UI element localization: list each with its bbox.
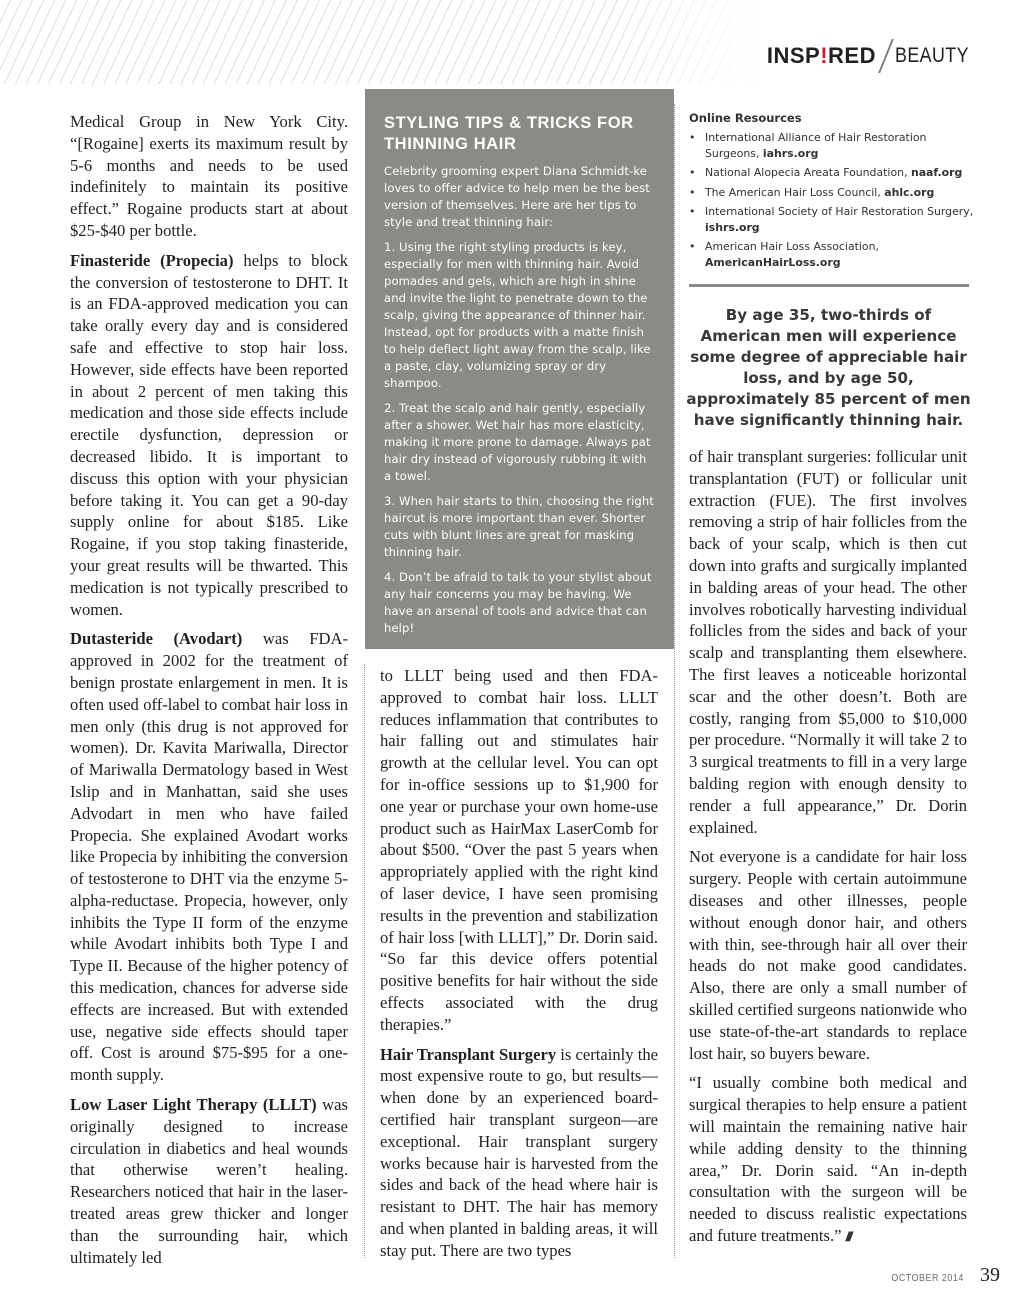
sidebar-title: STYLING TIPS & TRICKS FOR THINNING HAIR bbox=[384, 114, 634, 153]
column-divider bbox=[364, 664, 365, 1258]
article-paragraph: Not everyone is a candidate for hair loss surgery. People with certain autoimmune diseases and other illnesses, people without enough donor hair, and others with thin, see-through hair all over their heads do not make good candidates. Also, there are only a small number of skilled certified surgeons nationwide who use state-of-the-art standards to replace lost hair, so buyers beware. bbox=[689, 847, 967, 1063]
resource-item: • International Society of Hair Restoration Surgery, ishrs.org bbox=[689, 204, 974, 235]
resource-item: • National Alopecia Areata Foundation, naaf.org bbox=[689, 165, 974, 181]
article-paragraph: Hair Transplant Surgery is certainly the most expensive route to go, but results—when done by an experienced board-certified hair transplant surgeon—are exceptional. Hair transplant surgery works because hair is harvested from the sides and back of the head where hair is resistant to DHT. The hair has memory and when planted in balding areas, it will stay put. There are two types bbox=[380, 1044, 658, 1260]
resource-item: • The American Hair Loss Council, ahlc.org bbox=[689, 185, 974, 201]
resource-link[interactable]: naaf.org bbox=[910, 166, 963, 179]
sidebar-tip: 3. When hair starts to thin, choosing the right haircut is more important than ever. Shorter cuts with blunt lines are great for masking thinning hair. bbox=[384, 494, 654, 559]
issue-date: OCTOBER 2014 bbox=[891, 1272, 964, 1284]
resource-link[interactable]: ishrs.org bbox=[705, 220, 760, 234]
subhead-finasteride: Finasteride (Propecia) bbox=[70, 250, 234, 270]
header-hatch-pattern bbox=[0, 0, 760, 84]
article-paragraph: “I usually combine both medical and surgical therapies to help ensure a patient will maintain the remaining native hair while adding density to the thinning area,” Dr. Dorin said. “An in-depth consultation with the surgeon will be needed to discuss realistic expectations and future treatments.” /// bbox=[689, 1073, 967, 1245]
sidebar-tip: 4. Don’t be afraid to talk to your stylist about any hair concerns you may be having. We have an arsenal of tools and advice that can help! bbox=[384, 570, 652, 635]
article-paragraph: Medical Group in New York City. “[Rogaine] exerts its maximum result by 5-6 months and needs to be used indefinitely to maintain its positive effect.” Rogaine products start at about $25-$40 per bottle. bbox=[70, 112, 348, 240]
resource-link[interactable]: ahlc.org bbox=[884, 185, 935, 199]
online-resources-box bbox=[689, 111, 974, 274]
article-column-3 bbox=[689, 446, 967, 1256]
article-paragraph: Low Laser Light Therapy (LLLT) was originally designed to increase circulation in diabetics and heal wounds that otherwise weren’t healing. Researchers noticed that hair in the laser-treated areas grew thicker and longer than the surrounding hair, which ultimately led bbox=[70, 1095, 348, 1267]
sidebar-tip: 1. Using the right styling products is key, especially for men with thinning hair. Avoid pomades and gels, which are high in shine and invite the light to penetrate down to the scalp, giving the appearance of thinner hair. Instead, opt for products with a matte finish to help deflect light away from the scalp, like a paste, clay, volumizing spray or dry shampoo. bbox=[384, 240, 651, 390]
resource-link[interactable]: iahrs.org bbox=[762, 146, 819, 160]
subhead-dutasteride: Dutasteride (Avodart) bbox=[70, 629, 243, 649]
article-paragraph: Dutasteride (Avodart) was FDA-approved in 2002 for the treatment of benign prostate enlargement in men. It is often used off-label to combat hair loss in men only (this drug is not approved for women). Dr. Kavita Mariwalla, Director of Mariwalla Dermatology based in West Islip and in Manhattan, said she uses Advodart in men who have failed Propecia. She explained Avodart works like Propecia by inhibiting the conversion of testosterone to DHT via the enzyme 5-alpha-reductase. Propecia, however, only inhibits the Type II form of the enzyme while Avodart inhibits both Type I and Type II. Because of the higher potency of this medication, chances for adverse side effects are increased. But with extended use, negative side effects should taper off. Cost is around $75-$95 for a one-month supply. bbox=[70, 629, 349, 1085]
sidebar-tip: 2. Treat the scalp and hair gently, especially after a shower. Wet hair has more elasticity, making it more prone to damage. Always pat hair dry instead of vigorously rubbing it with a towel. bbox=[384, 401, 651, 483]
article-paragraph: to LLLT being used and then FDA-approved to combat hair loss. LLLT reduces inflammation that contributes to hair falling out and stimulates hair growth at the cellular level. You can opt for in-office sessions up to $1,900 for one year or purchase your own home-use product such as HairMax LaserComb for about $500. “Over the past 5 years when appropriately applied with the right kind of laser device, I have seen promising results in the prevention and stabilization of hair loss [with LLLT],” Dr. Dorin said. “So far this device offers potential positive benefits for hair without the side effects associated with the drug therapies.” bbox=[380, 666, 658, 1034]
resource-link[interactable]: AmericanHairLoss.org bbox=[705, 255, 841, 269]
resources-list bbox=[689, 130, 974, 270]
subhead-lllt: Low Laser Light Therapy (LLLT) bbox=[70, 1095, 317, 1115]
end-mark-icon: /// bbox=[845, 1228, 851, 1244]
article-paragraph: Finasteride (Propecia) helps to block the conversion of testosterone to DHT. It is an FDA-approved medication you can take orally every day and is considered safe and effective to stop hair loss. However, side effects have been reported in about 2 percent of men taking this medication and those side effects include erectile dysfunction, depression or decreased libido. It is important to discuss this option with your physician before taking it. You can get a 90-day supply online for about $185. Like Rogaine, if you stop taking finasteride, your great results will be thwarted. This medication is not typically prescribed to women. bbox=[70, 250, 348, 619]
page-footer bbox=[885, 1264, 1000, 1287]
page-number: 39 bbox=[980, 1264, 1000, 1286]
brand-beauty: BEAUTY bbox=[894, 44, 969, 67]
subhead-hair-transplant: Hair Transplant Surgery bbox=[380, 1044, 557, 1064]
styling-tips-sidebar bbox=[365, 89, 674, 649]
article-column-1 bbox=[70, 111, 348, 1276]
column-divider bbox=[674, 104, 675, 1258]
article-column-2 bbox=[380, 665, 658, 1270]
article-paragraph: of hair transplant surgeries: follicular unit transplantation (FUT) or follicular unit extraction (FUE). The first involves removing a strip of hair follicles from the back of your scalp, which is then cut down into grafts and surgically implanted in balding areas of your head. The other involves robotically harvesting individual follicles from the sides and back of your scalp and transplanting them elsewhere. The first leaves a noticeable horizontal scar and the other doesn’t. Both are costly, ranging from $5,000 to $10,000 per procedure. “Normally it will take 2 to 3 surgical treatments to fill in a very large balding region with enough density to render a full appearance,” Dr. Dorin explained. bbox=[689, 447, 967, 837]
magazine-brand-logo bbox=[767, 36, 982, 76]
pull-quote: By age 35, two-thirds of American men will experience some degree of appreciable hair loss, and by age 50, approximately 85 percent of men have significantly thinning hair. bbox=[686, 306, 971, 429]
sidebar-intro: Celebrity grooming expert Diana Schmidt-ke loves to offer advice to help men be the best version of themselves. Here are her tips to style and treat thinning hair: bbox=[384, 164, 650, 229]
resource-item: • International Alliance of Hair Restoration Surgeons, iahrs.org bbox=[689, 130, 974, 161]
resource-item: • American Hair Loss Association, AmericanHairLoss.org bbox=[689, 239, 974, 270]
resources-title: Online Resources bbox=[689, 111, 802, 125]
pullquote-rule bbox=[689, 284, 969, 287]
brand-inspired: INSP!RED bbox=[766, 43, 876, 68]
brand-slash-divider bbox=[878, 39, 894, 73]
